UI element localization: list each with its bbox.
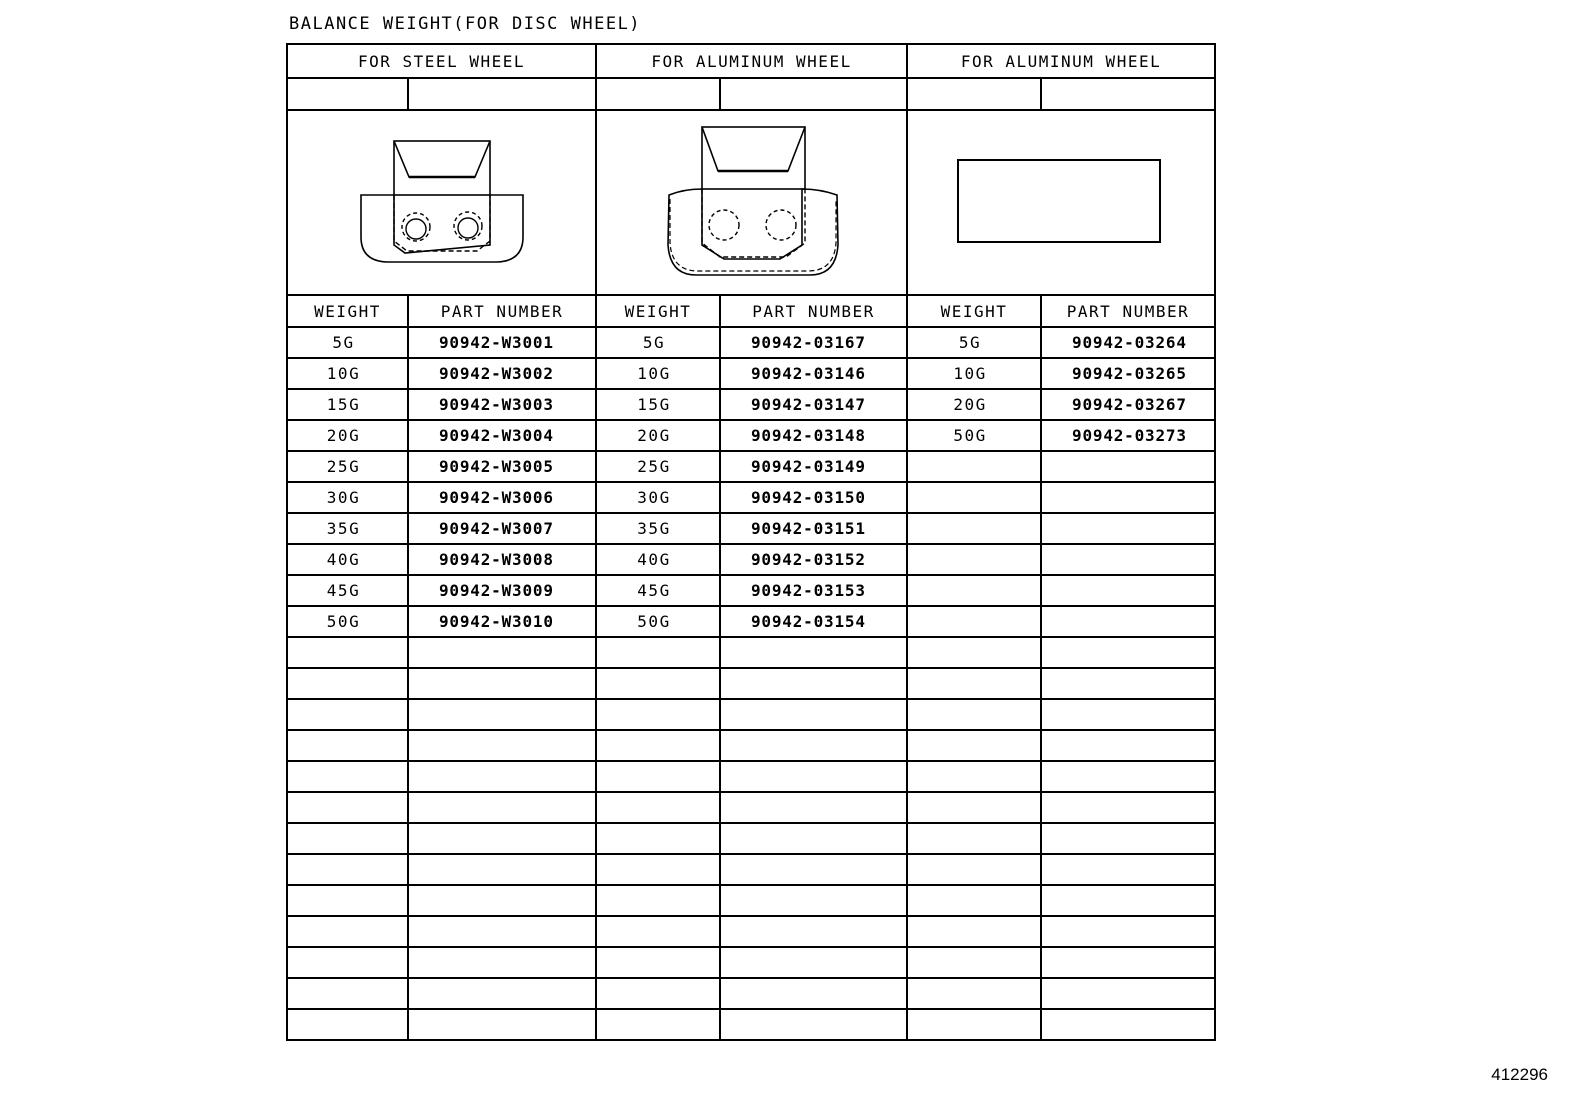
aluminum-part-number-cell: 90942-03153 (720, 575, 907, 606)
empty-cell (720, 792, 907, 823)
empty-cell (720, 637, 907, 668)
steel-part-number-cell: 90942-W3007 (408, 513, 596, 544)
aluminum-part-number-cell: 90942-03154 (720, 606, 907, 637)
empty-cell (287, 699, 408, 730)
aluminum-weight-cell: 5G (596, 327, 720, 358)
empty-cell (596, 1009, 720, 1040)
aluminum-weight-cell: 50G (596, 606, 720, 637)
figure-number: 412296 (1491, 1065, 1548, 1084)
table-row (287, 606, 1215, 637)
empty-table-row (287, 792, 1215, 823)
empty-cell (596, 978, 720, 1009)
steel-weight-cell: 10G (287, 358, 408, 389)
aluminum-part-number-cell: 90942-03148 (720, 420, 907, 451)
empty-cell (720, 730, 907, 761)
aluminum2-part-number-cell: 90942-03267 (1041, 389, 1215, 420)
empty-cell (1041, 823, 1215, 854)
empty-cell (907, 854, 1041, 885)
steel-weight-illustration (287, 110, 596, 295)
empty-cell (408, 916, 596, 947)
empty-cell (408, 668, 596, 699)
empty-cell (596, 637, 720, 668)
aluminum2-part-number-cell (1041, 513, 1215, 544)
empty-cell (720, 947, 907, 978)
empty-cell (1041, 761, 1215, 792)
empty-cell (287, 792, 408, 823)
aluminum2-weight-cell (907, 544, 1041, 575)
blank-cell (720, 78, 907, 110)
steel-weight-cell: 50G (287, 606, 408, 637)
empty-cell (907, 668, 1041, 699)
col-header-weight: WEIGHT (287, 295, 408, 327)
empty-table-row (287, 699, 1215, 730)
table-row (287, 451, 1215, 482)
empty-cell (720, 699, 907, 730)
empty-cell (720, 668, 907, 699)
col-header-part-number: PART NUMBER (1041, 295, 1215, 327)
empty-cell (720, 823, 907, 854)
aluminum-weight-cell: 45G (596, 575, 720, 606)
empty-table-row (287, 854, 1215, 885)
page-title: BALANCE WEIGHT(FOR DISC WHEEL) (289, 14, 642, 34)
empty-cell (720, 854, 907, 885)
aluminum-weight-cell: 20G (596, 420, 720, 451)
empty-cell (596, 761, 720, 792)
steel-weight-cell: 35G (287, 513, 408, 544)
table-row (287, 513, 1215, 544)
empty-cell (408, 885, 596, 916)
steel-clip-weight-icon (357, 139, 527, 267)
aluminum-weight-cell: 15G (596, 389, 720, 420)
empty-cell (596, 699, 720, 730)
empty-cell (408, 761, 596, 792)
aluminum2-part-number-cell: 90942-03264 (1041, 327, 1215, 358)
empty-cell (408, 1009, 596, 1040)
steel-part-number-cell: 90942-W3005 (408, 451, 596, 482)
steel-weight-cell: 45G (287, 575, 408, 606)
aluminum-part-number-cell: 90942-03150 (720, 482, 907, 513)
col-header-weight: WEIGHT (907, 295, 1041, 327)
aluminum-weight-cell: 40G (596, 544, 720, 575)
empty-cell (1041, 699, 1215, 730)
aluminum2-part-number-cell: 90942-03265 (1041, 358, 1215, 389)
aluminum-weight-cell: 30G (596, 482, 720, 513)
steel-part-number-cell: 90942-W3002 (408, 358, 596, 389)
empty-cell (907, 885, 1041, 916)
aluminum2-weight-cell: 50G (907, 420, 1041, 451)
empty-cell (907, 1009, 1041, 1040)
aluminum2-part-number-cell: 90942-03273 (1041, 420, 1215, 451)
aluminum-part-number-cell: 90942-03147 (720, 389, 907, 420)
empty-table-row (287, 916, 1215, 947)
empty-cell (1041, 947, 1215, 978)
aluminum2-weight-cell: 20G (907, 389, 1041, 420)
empty-cell (907, 699, 1041, 730)
empty-cell (720, 916, 907, 947)
empty-cell (408, 699, 596, 730)
steel-part-number-cell: 90942-W3008 (408, 544, 596, 575)
aluminum2-weight-cell: 5G (907, 327, 1041, 358)
blank-cell (408, 78, 596, 110)
empty-cell (287, 1009, 408, 1040)
section-header-aluminum-1: FOR ALUMINUM WHEEL (596, 44, 907, 78)
empty-cell (287, 854, 408, 885)
empty-table-row (287, 823, 1215, 854)
aluminum-part-number-cell: 90942-03149 (720, 451, 907, 482)
steel-weight-cell: 5G (287, 327, 408, 358)
steel-weight-cell: 25G (287, 451, 408, 482)
aluminum-weight-illustration-2 (907, 110, 1215, 295)
empty-cell (720, 978, 907, 1009)
empty-cell (408, 978, 596, 1009)
empty-cell (287, 668, 408, 699)
empty-cell (1041, 1009, 1215, 1040)
section-header-aluminum-2: FOR ALUMINUM WHEEL (907, 44, 1215, 78)
adhesive-weight-icon (956, 158, 1166, 248)
empty-cell (1041, 792, 1215, 823)
table-row (287, 358, 1215, 389)
empty-table-row (287, 947, 1215, 978)
empty-cell (408, 823, 596, 854)
empty-cell (907, 823, 1041, 854)
empty-table-row (287, 637, 1215, 668)
steel-part-number-cell: 90942-W3004 (408, 420, 596, 451)
empty-cell (596, 792, 720, 823)
steel-weight-cell: 30G (287, 482, 408, 513)
empty-cell (1041, 978, 1215, 1009)
table-row (287, 482, 1215, 513)
empty-cell (1041, 668, 1215, 699)
blank-cell (907, 78, 1041, 110)
empty-cell (287, 730, 408, 761)
aluminum2-part-number-cell (1041, 544, 1215, 575)
aluminum2-weight-cell (907, 482, 1041, 513)
empty-table-row (287, 978, 1215, 1009)
empty-cell (408, 637, 596, 668)
steel-part-number-cell: 90942-W3009 (408, 575, 596, 606)
empty-cell (596, 916, 720, 947)
empty-cell (907, 761, 1041, 792)
empty-cell (720, 761, 907, 792)
empty-cell (408, 792, 596, 823)
steel-part-number-cell: 90942-W3001 (408, 327, 596, 358)
empty-table-row (287, 668, 1215, 699)
empty-cell (596, 730, 720, 761)
balance-weight-table (286, 43, 1216, 1041)
aluminum2-weight-cell (907, 451, 1041, 482)
col-header-part-number: PART NUMBER (720, 295, 907, 327)
aluminum-part-number-cell: 90942-03151 (720, 513, 907, 544)
empty-cell (596, 823, 720, 854)
aluminum-part-number-cell: 90942-03146 (720, 358, 907, 389)
empty-cell (907, 730, 1041, 761)
aluminum-weight-cell: 35G (596, 513, 720, 544)
aluminum2-part-number-cell (1041, 575, 1215, 606)
empty-cell (907, 978, 1041, 1009)
aluminum2-weight-cell (907, 606, 1041, 637)
col-header-weight: WEIGHT (596, 295, 720, 327)
aluminum-clip-weight-icon (662, 125, 842, 281)
empty-cell (287, 823, 408, 854)
empty-table-row (287, 761, 1215, 792)
empty-table-row (287, 1009, 1215, 1040)
col-header-part-number: PART NUMBER (408, 295, 596, 327)
empty-cell (1041, 730, 1215, 761)
aluminum2-weight-cell: 10G (907, 358, 1041, 389)
aluminum-part-number-cell: 90942-03152 (720, 544, 907, 575)
steel-part-number-cell: 90942-W3003 (408, 389, 596, 420)
steel-part-number-cell: 90942-W3006 (408, 482, 596, 513)
empty-cell (287, 637, 408, 668)
empty-cell (596, 854, 720, 885)
aluminum-weight-cell: 10G (596, 358, 720, 389)
aluminum-weight-cell: 25G (596, 451, 720, 482)
empty-cell (287, 978, 408, 1009)
empty-cell (1041, 637, 1215, 668)
blank-cell (287, 78, 408, 110)
empty-cell (1041, 854, 1215, 885)
aluminum-part-number-cell: 90942-03167 (720, 327, 907, 358)
empty-cell (287, 947, 408, 978)
empty-cell (596, 885, 720, 916)
empty-cell (408, 854, 596, 885)
empty-cell (1041, 916, 1215, 947)
steel-weight-cell: 15G (287, 389, 408, 420)
table-row (287, 327, 1215, 358)
section-header-steel: FOR STEEL WHEEL (287, 44, 596, 78)
table-row (287, 575, 1215, 606)
empty-cell (408, 947, 596, 978)
blank-cell (596, 78, 720, 110)
aluminum2-part-number-cell (1041, 482, 1215, 513)
aluminum2-part-number-cell (1041, 451, 1215, 482)
steel-weight-cell: 40G (287, 544, 408, 575)
aluminum2-part-number-cell (1041, 606, 1215, 637)
empty-cell (720, 1009, 907, 1040)
table-row (287, 544, 1215, 575)
empty-cell (596, 668, 720, 699)
empty-cell (720, 885, 907, 916)
empty-cell (596, 947, 720, 978)
empty-cell (907, 947, 1041, 978)
empty-cell (287, 885, 408, 916)
aluminum2-weight-cell (907, 513, 1041, 544)
steel-weight-cell: 20G (287, 420, 408, 451)
empty-table-row (287, 885, 1215, 916)
empty-cell (408, 730, 596, 761)
empty-cell (907, 792, 1041, 823)
table-row (287, 420, 1215, 451)
blank-cell (1041, 78, 1215, 110)
aluminum-weight-illustration-1 (596, 110, 907, 295)
empty-cell (287, 761, 408, 792)
empty-cell (1041, 885, 1215, 916)
empty-cell (287, 916, 408, 947)
empty-table-row (287, 730, 1215, 761)
table-row (287, 389, 1215, 420)
empty-cell (907, 637, 1041, 668)
aluminum2-weight-cell (907, 575, 1041, 606)
empty-cell (907, 916, 1041, 947)
steel-part-number-cell: 90942-W3010 (408, 606, 596, 637)
